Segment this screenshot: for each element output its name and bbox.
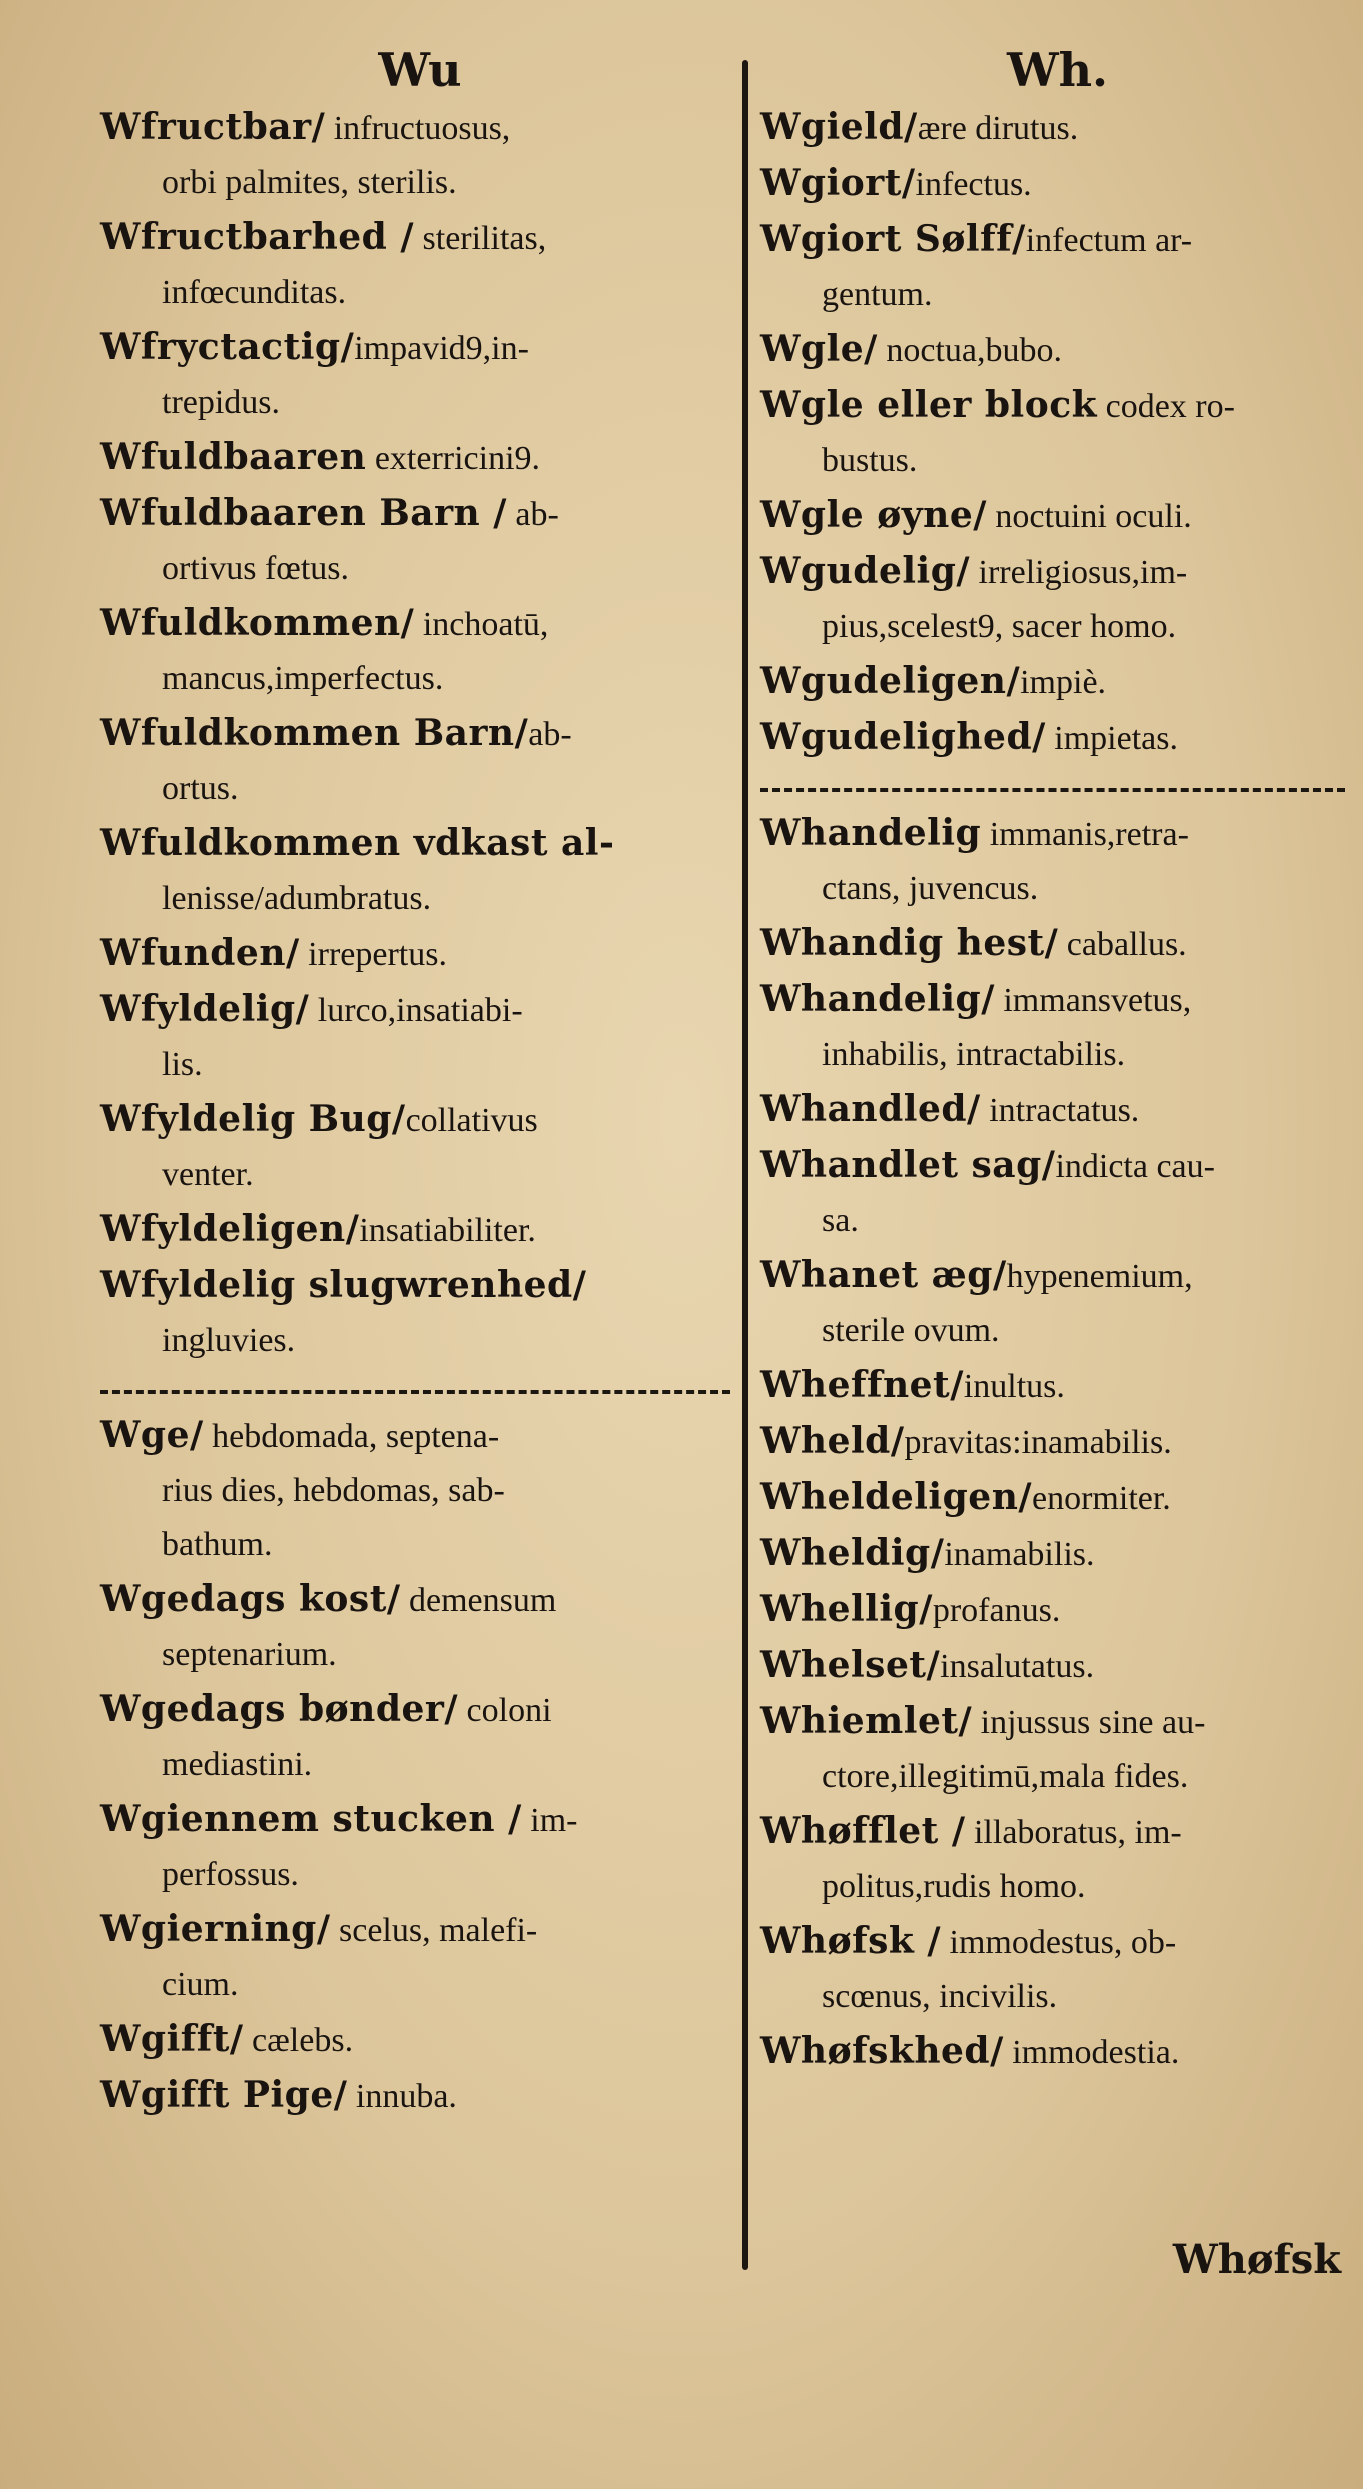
- entry-lemma: Wfyldeligen/: [100, 1208, 360, 1250]
- dictionary-entry: [760, 378, 1355, 488]
- dictionary-entry: [100, 320, 740, 430]
- entry-gloss: immodestia.: [1003, 2034, 1180, 2071]
- dictionary-entry: [100, 2068, 740, 2124]
- dictionary-entry: [760, 654, 1355, 710]
- dictionary-entry: [100, 816, 740, 926]
- entry-lemma: Wfuldkommen/: [100, 602, 415, 644]
- dictionary-entry: [100, 1518, 740, 1572]
- entry-continuation: sa.: [822, 1202, 859, 1239]
- dictionary-entry: [100, 210, 740, 320]
- entry-lemma: Wfryctactig/: [100, 326, 355, 368]
- dictionary-entry: [760, 1526, 1355, 1582]
- entry-continuation: pius,scelest9, sacer homo.: [822, 608, 1177, 645]
- dictionary-entry: [100, 1408, 740, 1518]
- dictionary-entry: [100, 706, 740, 816]
- entry-gloss: illaboratus, im-: [965, 1814, 1182, 1851]
- entry-lemma: Whiemlet/: [760, 1700, 973, 1742]
- dictionary-entry: [760, 806, 1355, 916]
- entry-continuation: cium.: [162, 1966, 239, 2003]
- entry-continuation: lenisse/adumbratus.: [162, 880, 432, 917]
- dictionary-entry: [760, 1914, 1355, 2024]
- dictionary-entry: [760, 1582, 1355, 1638]
- dictionary-entry: [100, 1572, 740, 1682]
- entry-gloss: intractatus.: [980, 1092, 1140, 1129]
- dictionary-entry: [760, 1082, 1355, 1138]
- entry-lemma: Wfunden/: [100, 932, 300, 974]
- entry-lemma: Wgudeligen/: [760, 660, 1021, 702]
- entry-lemma: Wgedags kost/: [100, 1578, 401, 1620]
- entry-gloss: infructuosus,: [325, 110, 511, 147]
- right-column: [760, 40, 1355, 2080]
- entry-continuation: perfossus.: [162, 1856, 299, 1893]
- dictionary-entry: [100, 2012, 740, 2068]
- entry-continuation: ingluvies.: [162, 1322, 296, 1359]
- entry-gloss: ab-: [506, 496, 559, 533]
- dictionary-entry: [100, 926, 740, 982]
- entry-lemma: Wgedags bønder/: [100, 1688, 459, 1730]
- entry-gloss: pravitas:inamabilis.: [904, 1424, 1172, 1461]
- entry-gloss: scelus, malefi-: [330, 1912, 538, 1949]
- entry-continuation: bustus.: [822, 442, 918, 479]
- entry-lemma: Wfyldelig slugwrenhed/: [100, 1264, 587, 1306]
- entry-continuation: lis.: [162, 1046, 203, 1083]
- entry-gloss: infectus.: [915, 166, 1032, 203]
- entry-gloss: im-: [521, 1802, 578, 1839]
- dictionary-entry: [760, 488, 1355, 544]
- entry-gloss: exterricini9.: [366, 440, 541, 477]
- dictionary-entry: [760, 544, 1355, 654]
- entry-continuation: gentum.: [822, 276, 933, 313]
- entry-gloss: enormiter.: [1032, 1480, 1171, 1517]
- entry-continuation: infœcunditas.: [162, 274, 347, 311]
- dictionary-entry: [760, 2024, 1355, 2080]
- dictionary-entry: [760, 212, 1355, 322]
- entry-lemma: Wgifft/: [100, 2018, 244, 2060]
- entry-continuation: ctans, juvencus.: [822, 870, 1039, 907]
- dictionary-entry: [760, 972, 1355, 1082]
- entry-lemma: Wgierning/: [100, 1908, 331, 1950]
- dictionary-entry: [100, 596, 740, 706]
- entry-lemma: Wheld/: [760, 1420, 905, 1462]
- dictionary-entry: [760, 1414, 1355, 1470]
- entry-gloss: codex ro-: [1097, 388, 1235, 425]
- entry-lemma: Whøfsk /: [760, 1920, 941, 1962]
- column-rule: [742, 60, 748, 2270]
- dictionary-entry: [100, 1792, 740, 1902]
- entry-gloss: inchoatū,: [414, 606, 549, 643]
- entry-lemma: Whanet æg/: [760, 1254, 1007, 1296]
- entry-lemma: Wge/: [100, 1414, 204, 1456]
- dictionary-entry: [760, 1694, 1355, 1804]
- entry-lemma: Wgle øyne/: [760, 494, 987, 536]
- dictionary-entry: [100, 1202, 740, 1258]
- entry-lemma: Wfyldelig Bug/: [100, 1098, 406, 1140]
- entry-lemma: Wheffnet/: [760, 1364, 964, 1406]
- entry-gloss: indicta cau-: [1055, 1148, 1215, 1185]
- dictionary-entry: [100, 486, 740, 596]
- left-entries-group-2: [100, 1408, 740, 2124]
- dictionary-entry: [760, 100, 1355, 156]
- entry-gloss: coloni: [458, 1692, 552, 1729]
- dictionary-entry: [100, 1682, 740, 1792]
- entry-gloss: immansvetus,: [994, 982, 1192, 1019]
- entry-gloss: hebdomada, septena-: [203, 1418, 500, 1455]
- dictionary-entry: [760, 322, 1355, 378]
- entry-gloss: impavid9,in-: [354, 330, 529, 367]
- left-entries-group-1: [100, 100, 740, 1368]
- entry-lemma: Wgudelighed/: [760, 716, 1046, 758]
- entry-lemma: Whandelig/: [760, 978, 995, 1020]
- right-section-divider: [760, 788, 1345, 792]
- dictionary-entry: [100, 100, 740, 210]
- dictionary-entry: [760, 1358, 1355, 1414]
- entry-gloss: sterilitas,: [414, 220, 547, 257]
- entry-lemma: Wgield/: [760, 106, 918, 148]
- dictionary-entry: [760, 1804, 1355, 1914]
- entry-gloss: immanis,retra-: [981, 816, 1189, 853]
- entry-continuation: septenarium.: [162, 1636, 337, 1673]
- entry-gloss: demensum: [400, 1582, 557, 1619]
- dictionary-entry: [760, 710, 1355, 766]
- entry-continuation: ortivus fœtus.: [162, 550, 349, 587]
- entry-lemma: Whøfskhed/: [760, 2030, 1004, 2072]
- entry-lemma: Wfuldbaaren: [100, 436, 367, 478]
- entry-lemma: Wheldeligen/: [760, 1476, 1033, 1518]
- entry-gloss: irreligiosus,im-: [970, 554, 1188, 591]
- entry-continuation: ortus.: [162, 770, 239, 807]
- catchword: Whøfsk: [1172, 2236, 1341, 2283]
- dictionary-entry: [760, 156, 1355, 212]
- entry-gloss: injussus sine au-: [972, 1704, 1206, 1741]
- left-running-head: Wu: [378, 43, 462, 97]
- entry-gloss: innuba.: [347, 2078, 457, 2115]
- left-section-divider: [100, 1390, 730, 1394]
- entry-gloss: inultus.: [963, 1368, 1065, 1405]
- dictionary-entry: [100, 1902, 740, 2012]
- entry-gloss: insatiabiliter.: [359, 1212, 536, 1249]
- entry-gloss: cælebs.: [243, 2022, 354, 2059]
- entry-gloss: lurco,insatiabi-: [309, 992, 523, 1029]
- entry-gloss: inamabilis.: [944, 1536, 1095, 1573]
- dictionary-entry: [100, 1258, 740, 1368]
- entry-lemma: Whandelig: [760, 812, 982, 854]
- dictionary-entry: [760, 1248, 1355, 1358]
- left-column: [100, 40, 740, 2124]
- entry-lemma: Wgifft Pige/: [100, 2074, 348, 2116]
- entry-lemma: Wfyldelig/: [100, 988, 310, 1030]
- entry-gloss: noctuini oculi.: [986, 498, 1192, 535]
- entry-gloss: hypenemium,: [1006, 1258, 1193, 1295]
- entry-lemma: Whelset/: [760, 1644, 941, 1686]
- entry-lemma: Whellig/: [760, 1588, 933, 1630]
- entry-gloss: impietas.: [1045, 720, 1178, 757]
- entry-lemma: Wfuldkommen vdkast al-: [100, 822, 615, 864]
- dictionary-entry: [100, 982, 740, 1092]
- entry-continuation: politus,rudis homo.: [822, 1868, 1086, 1905]
- entry-gloss: immodestus, ob-: [941, 1924, 1177, 1961]
- entry-continuation: sterile ovum.: [822, 1312, 1000, 1349]
- entry-continuation: inhabilis, intractabilis.: [822, 1036, 1126, 1073]
- entry-lemma: Whandled/: [760, 1088, 981, 1130]
- dictionary-entry: [760, 1138, 1355, 1248]
- entry-lemma: Whandig hest/: [760, 922, 1059, 964]
- dictionary-entry: [760, 916, 1355, 972]
- entry-continuation: mancus,imperfectus.: [162, 660, 444, 697]
- entry-lemma: Wgiort Sølff/: [760, 218, 1026, 260]
- entry-gloss: collativus: [405, 1102, 538, 1139]
- dictionary-entry: [100, 430, 740, 486]
- entry-lemma: Whandlet sag/: [760, 1144, 1056, 1186]
- entry-gloss: insalutatus.: [940, 1648, 1095, 1685]
- right-entries-group-1: [760, 100, 1355, 766]
- entry-continuation: trepidus.: [162, 384, 281, 421]
- dictionary-entry: [760, 1470, 1355, 1526]
- entry-gloss: noctua,bubo.: [877, 332, 1062, 369]
- right-running-head: Wh.: [1006, 43, 1109, 97]
- entry-gloss: profanus.: [932, 1592, 1061, 1629]
- entry-gloss: impiè.: [1020, 664, 1107, 701]
- entry-lemma: Wfuldbaaren Barn /: [100, 492, 507, 534]
- entry-lemma: Wfructbar/: [100, 106, 326, 148]
- right-entries-group-2: [760, 806, 1355, 2080]
- entry-lemma: Wfuldkommen Barn/: [100, 712, 529, 754]
- entry-continuation: ctore,illegitimū,mala fides.: [822, 1758, 1189, 1795]
- entry-lemma: Wgle/: [760, 328, 878, 370]
- entry-gloss: irrepertus.: [299, 936, 447, 973]
- entry-lemma: Wgiort/: [760, 162, 916, 204]
- entry-continuation: rius dies, hebdomas, sab-: [162, 1472, 505, 1509]
- entry-lemma: Wfructbarhed /: [100, 216, 415, 258]
- entry-continuation: scœnus, incivilis.: [822, 1978, 1058, 2015]
- entry-lemma: Wgiennem stucken /: [100, 1798, 522, 1840]
- entry-lemma: Wgle eller block: [760, 384, 1098, 426]
- dictionary-entry: [100, 1092, 740, 1202]
- entry-lemma: Whøfflet /: [760, 1810, 966, 1852]
- entry-continuation: mediastini.: [162, 1746, 313, 1783]
- entry-continuation: bathum.: [162, 1526, 273, 1563]
- dictionary-entry: [760, 1638, 1355, 1694]
- entry-continuation: venter.: [162, 1156, 254, 1193]
- entry-lemma: Wgudelig/: [760, 550, 971, 592]
- entry-lemma: Wheldig/: [760, 1532, 945, 1574]
- entry-gloss: ab-: [528, 716, 572, 753]
- entry-continuation: orbi palmites, sterilis.: [162, 164, 457, 201]
- entry-gloss: caballus.: [1058, 926, 1187, 963]
- entry-gloss: ære dirutus.: [917, 110, 1079, 147]
- entry-gloss: infectum ar-: [1025, 222, 1193, 259]
